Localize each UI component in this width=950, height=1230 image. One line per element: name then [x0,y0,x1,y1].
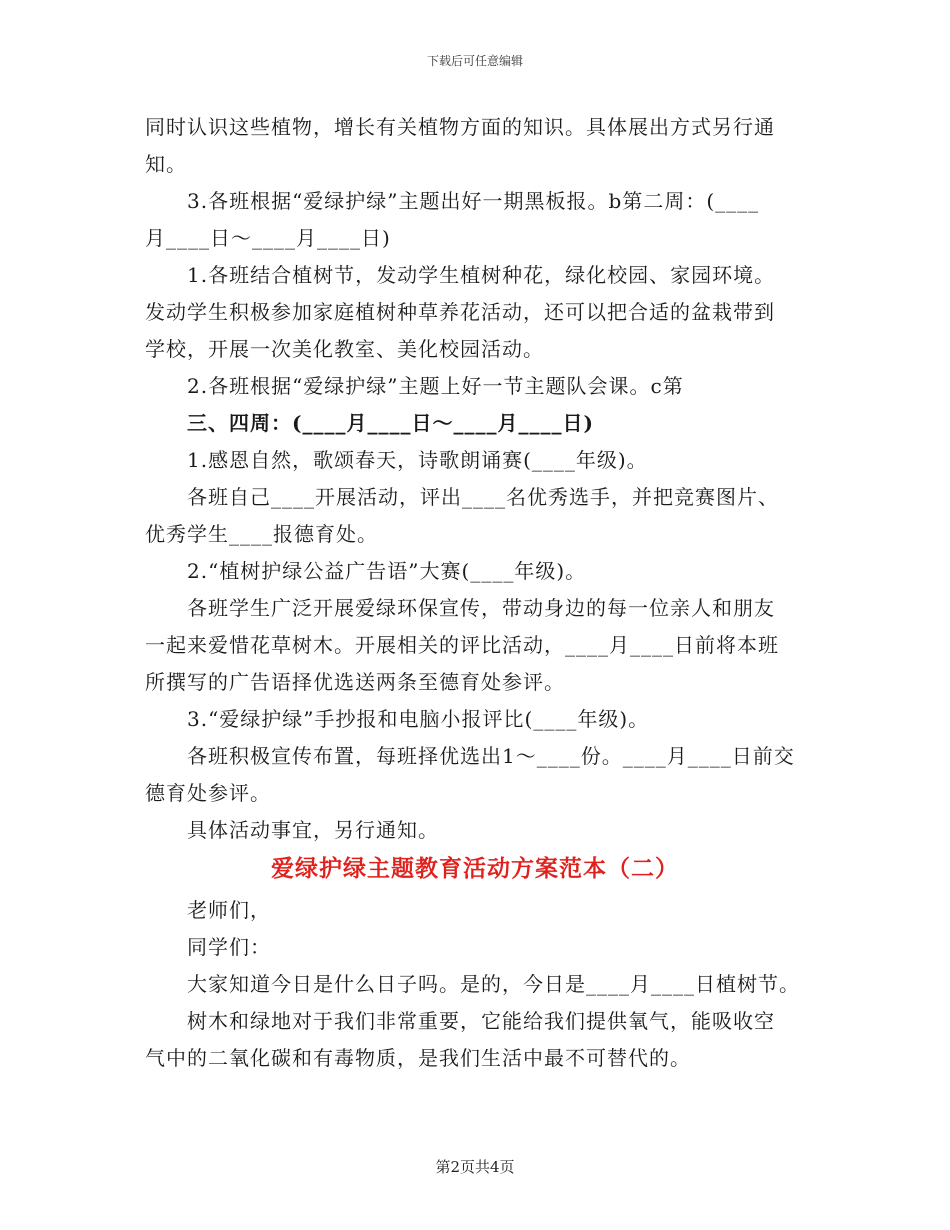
paragraph-line: 2.各班根据“爱绿护绿”主题上好一节主题队会课。c第 [187,374,684,398]
page-header: 下载后可任意编辑 [426,54,523,68]
paragraph-line: 老师们， [187,898,271,922]
paragraph-line: 发动学生积极参加家庭植树种草养花活动，还可以把合适的盆栽带到 [145,300,775,324]
paragraph-line: 树木和绿地对于我们非常重要，它能给我们提供氧气，能吸收空 [187,1009,775,1033]
paragraph-line: 优秀学生____报德育处。 [145,522,378,546]
paragraph-line: 月____日～____月____日) [145,226,391,250]
paragraph-line: 一起来爱惜花草树木。开展相关的评比活动，____月____日前将本班 [145,633,779,657]
paragraph-line: 各班自己____开展活动，评出____名优秀选手，并把竞赛图片、 [187,485,779,509]
paragraph-line: 同学们： [187,935,271,959]
paragraph-line: 所撰写的广告语择优选送两条至德育处参评。 [145,670,565,694]
document-title: 爱绿护绿主题教育活动方案范本（二） [271,855,679,882]
paragraph-line: 1.各班结合植树节，发动学生植树种花，绿化校园、家园环境。 [187,263,776,287]
paragraph-line: 各班积极宣传布置，每班择优选出1～____份。____月____日前交 [187,744,795,768]
paragraph-line: 1.感恩自然，歌颂春天，诗歌朗诵赛(____年级)。 [187,448,648,472]
paragraph-line: 2.“植树护绿公益广告语”大赛(____年级)。 [187,559,587,583]
paragraph-line: 各班学生广泛开展爱绿环保宣传，带动身边的每一位亲人和朋友 [187,596,775,620]
paragraph-line: 大家知道今日是什么日子吗。是的，今日是____月____日植树节。 [187,972,800,996]
paragraph-line: 3.各班根据“爱绿护绿”主题出好一期黑板报。b第二周：(____ [187,189,760,213]
paragraph-line: 气中的二氧化碳和有毒物质，是我们生活中最不可替代的。 [145,1046,691,1070]
paragraph-line: 德育处参评。 [145,781,271,805]
paragraph-line: 学校，开展一次美化教室、美化校园活动。 [145,337,544,361]
paragraph-line: 具体活动事宜，另行通知。 [187,818,439,842]
paragraph-line: 同时认识这些植物，增长有关植物方面的知识。具体展出方式另行通 [145,115,775,139]
paragraph-line: 知。 [145,152,187,176]
paragraph-line: 3.“爱绿护绿”手抄报和电脑小报评比(____年级)。 [187,707,650,731]
section-heading: 三、四周：(____月____日～____月____日) [187,411,594,435]
page-footer: 第2页共4页 [435,1158,515,1176]
